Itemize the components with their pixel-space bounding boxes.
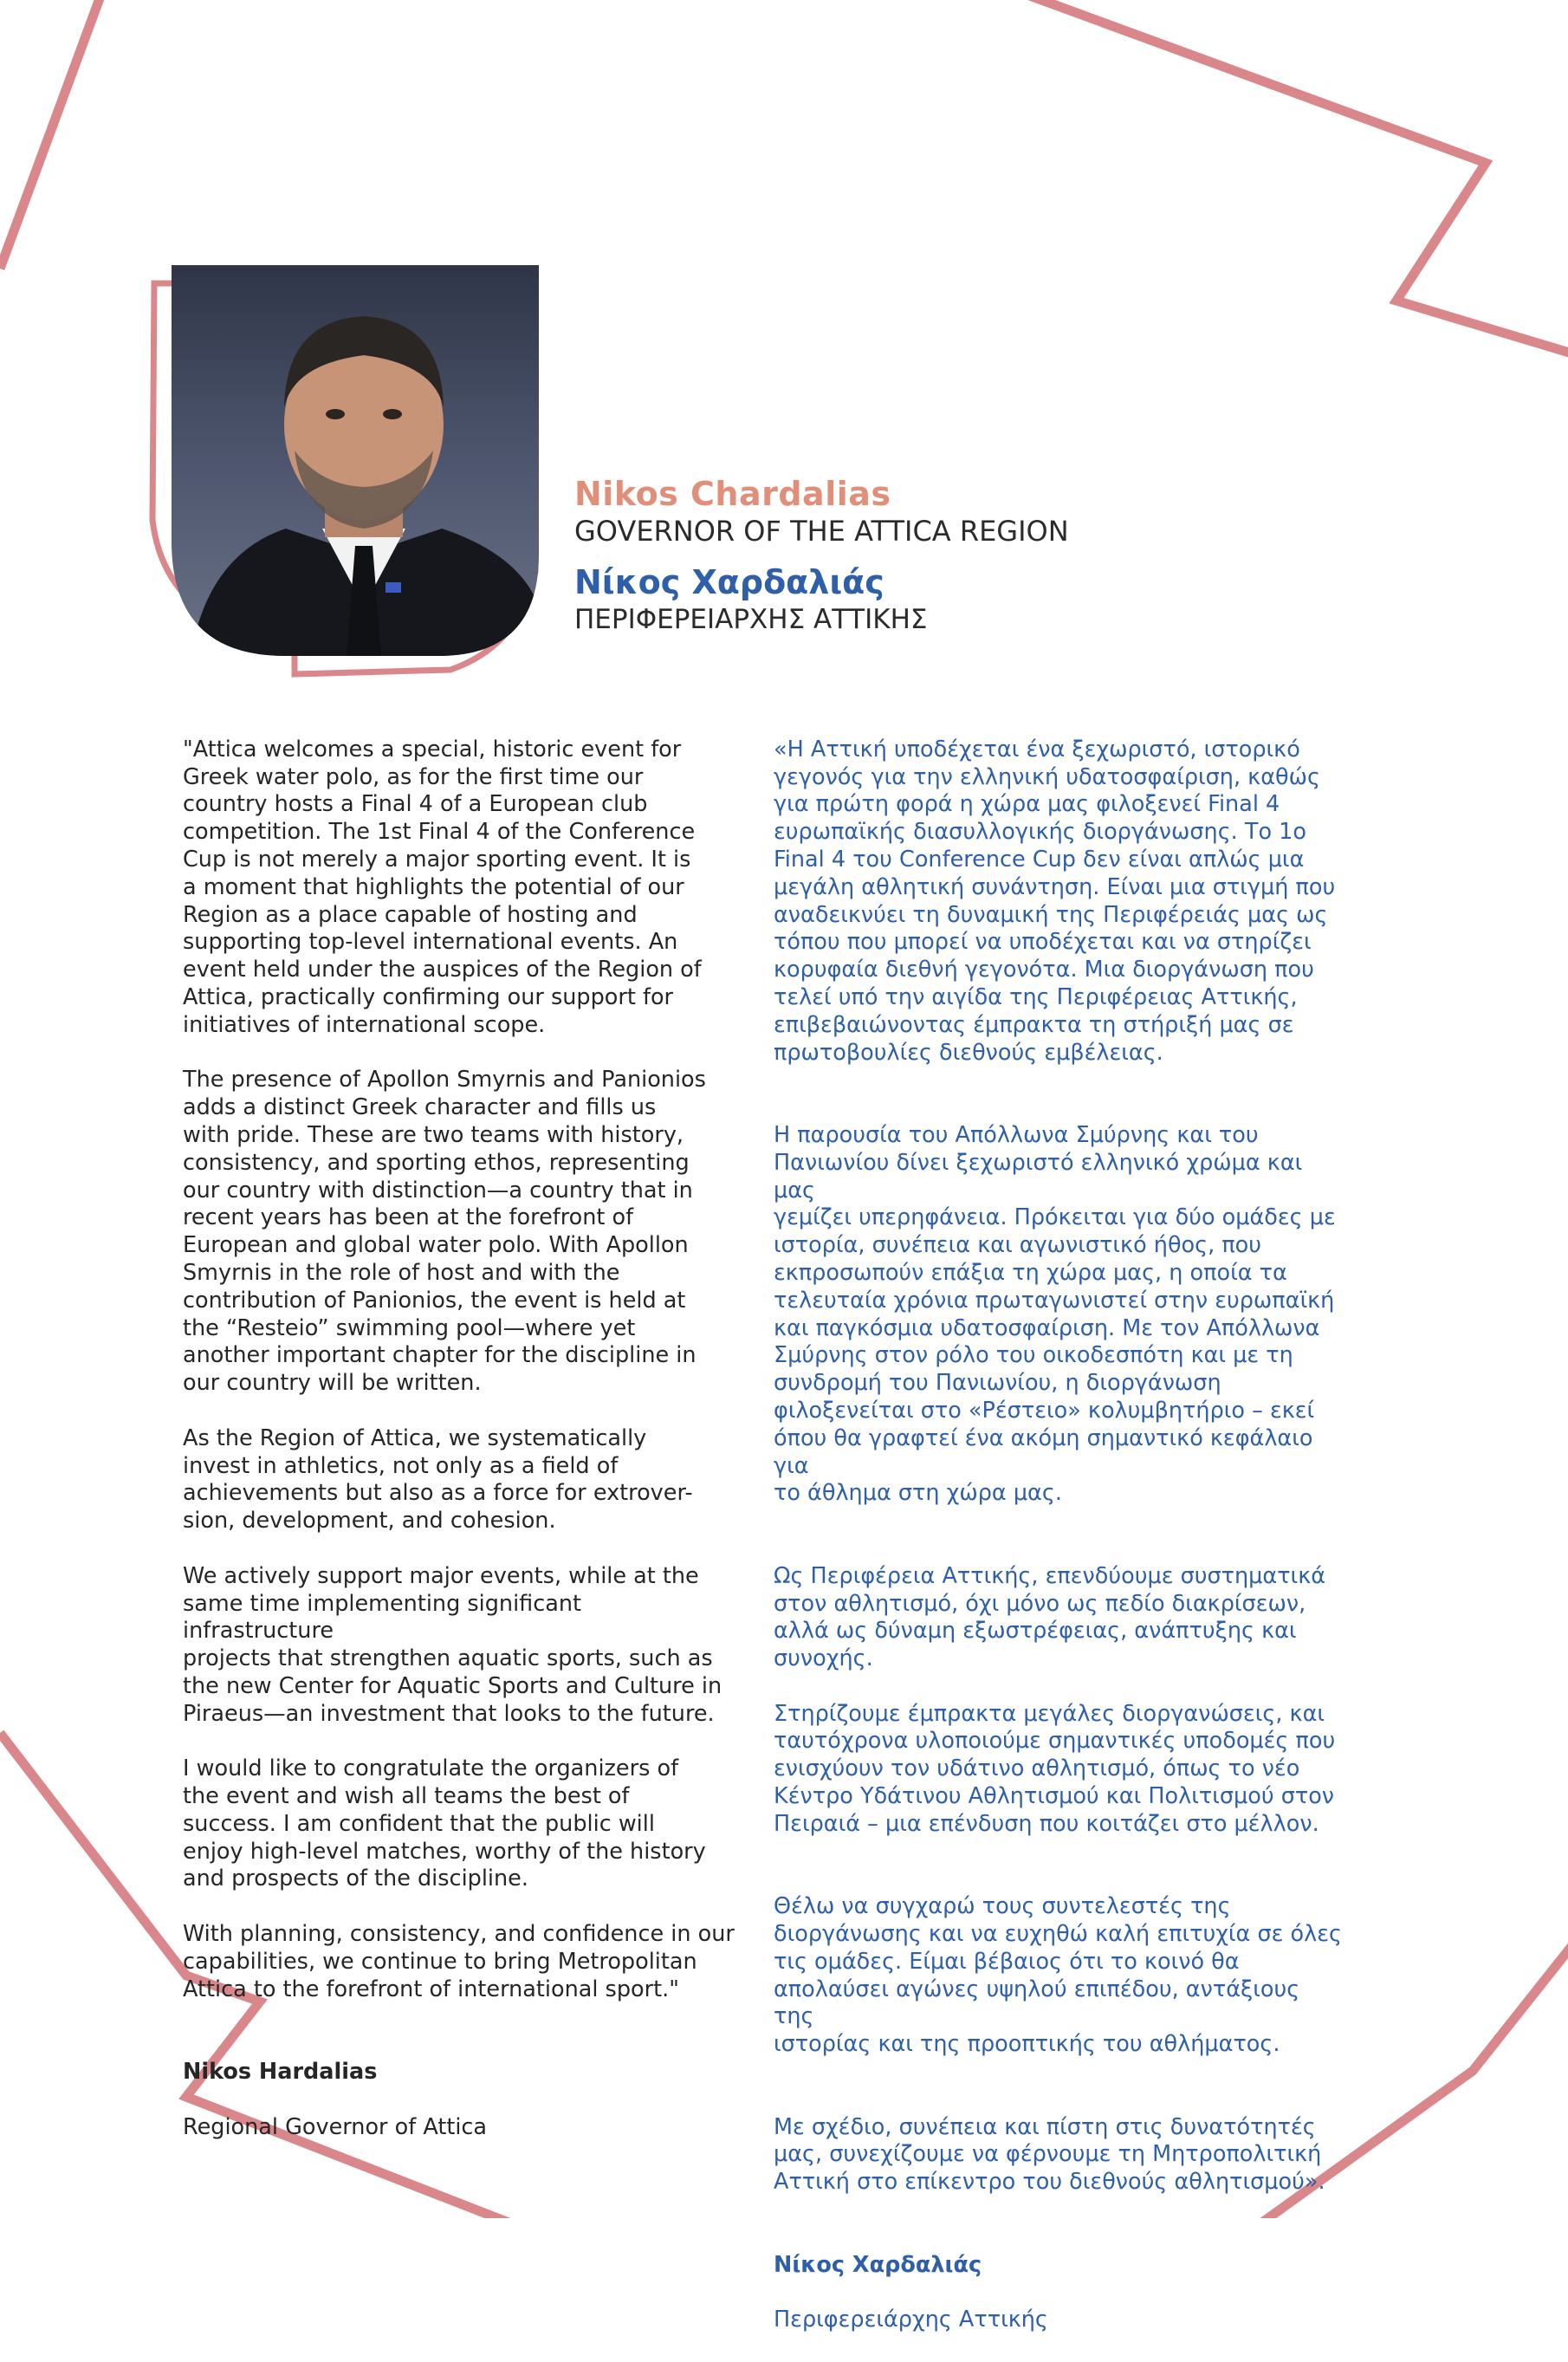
signature-name-el: Νίκος Χαρδαλιάς <box>774 2251 982 2278</box>
paragraph-en-2: The presence of Apollon Smyrnis and Panionios adds a distinct Greek character and fills us with pride. These are two teams with history, consistency, and sporting ethos, representing our country with distinction—a country that in recent years has been at the forefront of European and global water polo. With Apollon Smyrnis in the role of host and with the contribution of Panionios, the event is held at the “Resteio” swimming pool—where yet another important chapter for the discipline in our country will be written. <box>183 1067 706 1397</box>
signature-title-el: Περιφερειάρχης Αττικής <box>774 2307 1048 2333</box>
speaker-title-greek: ΠΕΡΙΦΕΡΕΙΑΡΧΗΣ ΑΤΤΙΚΗΣ <box>574 604 928 635</box>
speaker-name-english: Nikos Chardalias <box>574 475 891 513</box>
message-greek-column <box>774 709 1345 2362</box>
signature-title-en: Regional Governor of Attica <box>183 2113 488 2140</box>
paragraph-el-3: Ως Περιφέρεια Αττικής, επενδύουμε συστηματικά στον αθλητισμό, όχι μόνο ως πεδίο διακρίσεων, αλλά ως δύναμη εξωστρέφειας, ανάπτυξης και συνοχής. <box>774 1562 1326 1672</box>
paragraph-el-1: «Η Αττική υποδέχεται ένα ξεχωριστό, ιστορικό γεγονός για την ελληνική υδατοσφαίριση, καθώς για πρώτη φορά η χώρα μας φιλοξενεί Final 4 ευρωπαϊκής διασυλλογικής διοργάνωσης. Το 1ο Final 4 του Conference Cup δεν είναι απλώς μια μεγάλη αθλητική συνάντηση. Είναι μια στιγμή που αναδεικνύει τη δυναμική της Περιφέρειάς μας ως τόπου που μπορεί να υποδέχεται και να στηρίζει κορυφαία διεθνή γεγονότα. Μια διοργάνωση που τελεί υπό την αιγίδα της Περιφέρειας Αττικής, επιβεβαιώνοντας έμπρακτα τη στήριξή μας σε πρωτοβουλίες διεθνούς εμβέλειας. <box>774 736 1336 1066</box>
paragraph-el-6: Με σχέδιο, συνέπεια και πίστη στις δυνατότητές μας, συνεχίζουμε να φέρνουμε τη Μητροπολιτική Αττική στο επίκεντρο του διεθνούς αθλητισμού». <box>774 2113 1325 2196</box>
speaker-title-english: GOVERNOR OF THE ATTICA REGION <box>574 515 1069 548</box>
signature-name-en: Nikos Hardalias <box>183 2059 378 2086</box>
paragraph-en-3: As the Region of Attica, we systematically invest in athletics, not only as a field of achievements but also as a force for extrover- sion, development, and cohesion. <box>183 1424 693 1535</box>
paragraph-en-1: "Attica welcomes a special, historic event for Greek water polo, as for the first time our country hosts a Final 4 of a European club competition. The 1st Final 4 of the Conference Cup is not merely a major sporting event. It is a moment that highlights the potential of our Region as a place capable of hosting and supporting top-level international events. An event held under the auspices of the Region of Attica, practically confirming our support for initiatives of international scope. <box>183 736 702 1038</box>
paragraph-el-5: Θέλω να συγχαρώ τους συντελεστές της διοργάνωσης και να ευχηθώ καλή επιτυχία σε όλες τις ομάδες. Είμαι βέβαιος ότι το κοινό θα απολαύσει αγώνες υψηλού επιπέδου, αντάξιους της ιστορίας και της προοπτικής του αθλήματος. <box>774 1893 1342 2058</box>
paragraph-el-2: Η παρουσία του Απόλλωνα Σμύρνης και του Πανιωνίου δίνει ξεχωριστό ελληνικό χρώμα και μας γεμίζει υπερηφάνεια. Πρόκειται για δύο ομάδες με ιστορία, συνέπεια και αγωνιστικό ήθος, που εκπροσωπούν επάξια τη χώρα μας, η οποία τα τελευταία χρόνια πρωταγωνιστεί στην ευρωπαϊκή και παγκόσμια υδατοσφαίριση. Με τον Απόλλωνα Σμύρνης στον ρόλο του οικοδεσπότη και με τη συνδρομή του Πανιωνίου, η διοργάνωση φιλοξενείται στο «Ρέστειο» κολυμβητήριο – εκεί όπου θα γραφτεί ένα ακόμη σημαντικό κεφάλαιο για το άθλημα στη χώρα μας. <box>774 1121 1336 1507</box>
paragraph-en-6: With planning, consistency, and confidence in our capabilities, we continue to bring Metropolitan Attica to the forefront of international sport." <box>183 1921 735 2002</box>
paragraph-en-4: We actively support major events, while at the same time implementing significant infrastructure projects that strengthen aquatic sports, such as the new Center for Aquatic Sports and Culture in Piraeus—an investment that looks to the future. <box>183 1562 722 1727</box>
speaker-name-greek: Νίκος Χαρδαλιάς <box>574 563 884 601</box>
paragraph-el-4: Στηρίζουμε έμπρακτα μεγάλες διοργανώσεις, και ταυτόχρονα υλοποιούμε σημαντικές υποδομές που ενισχύουν τον υδάτινο αθλητισμό, όπως το νέο Κέντρο Υδάτινου Αθλητισμού και Πολιτισμού στον Πειραιά – μια επένδυση που κοιτάζει στο μέλλον. <box>774 1700 1336 1837</box>
message-english-column <box>183 709 737 2169</box>
paragraph-en-5: I would like to congratulate the organizers of the event and wish all teams the best of success. I am confident that the public will enjoy high-level matches, worthy of the history and prospects of the discipline. <box>183 1755 706 1892</box>
